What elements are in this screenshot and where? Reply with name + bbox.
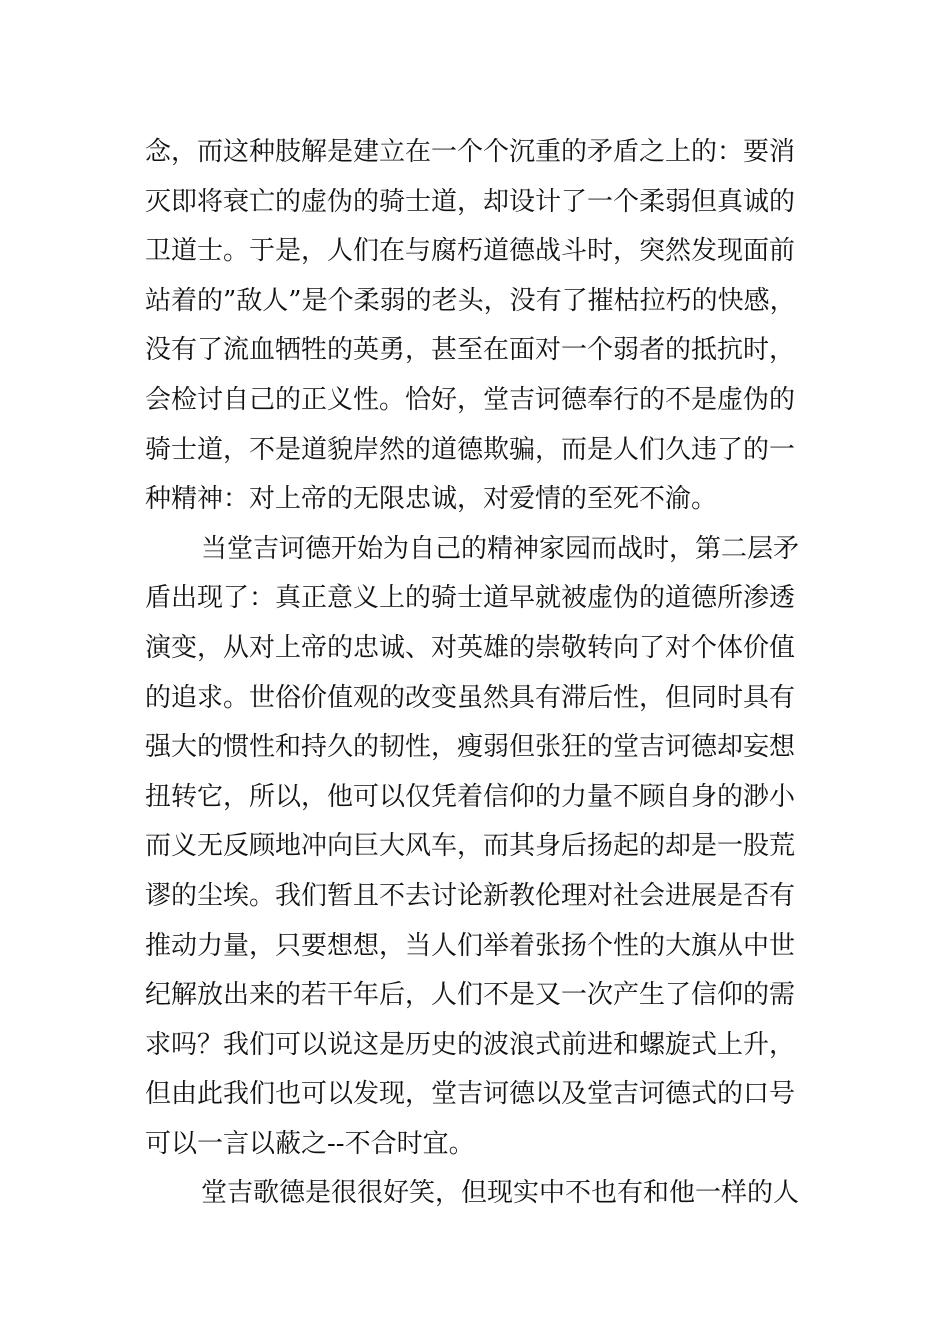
paragraph-1-line-3: 卫道士。于是，人们在与腐朽道德战斗时，突然发现面前 <box>145 236 796 267</box>
paragraph-3-line-1: 堂吉歌德是很很好笑，但现实中不也有和他一样的人 <box>201 1178 800 1209</box>
paragraph-2-line-13: 可以一言以蔽之--不合时宜。 <box>145 1128 475 1159</box>
paragraph-2-line-11: 求吗？我们可以说这是历史的波浪式前进和螺旋式上升， <box>145 1029 796 1060</box>
paragraph-1-line-7: 骑士道，不是道貌岸然的道德欺骗，而是人们久违了的一 <box>145 434 796 465</box>
paragraph-2-line-4: 的追求。世俗价值观的改变虽然具有滞后性，但同时具有 <box>145 682 796 713</box>
paragraph-2-line-8: 谬的尘埃。我们暂且不去讨论新教伦理对社会进展是否有 <box>145 880 796 911</box>
paragraph-2-line-3: 演变，从对上帝的忠诚、对英雄的崇敬转向了对个体价值 <box>145 632 796 663</box>
paragraph-2-line-5: 强大的惯性和持久的韧性，瘦弱但张狂的堂吉诃德却妄想 <box>145 732 796 763</box>
paragraph-1-line-6: 会检讨自己的正义性。恰好，堂吉诃德奉行的不是虚伪的 <box>145 384 796 415</box>
body-text <box>145 128 815 1219</box>
paragraph-1-line-5: 没有了流血牺牲的英勇，甚至在面对一个弱者的抵抗时， <box>145 335 796 366</box>
paragraph-1-line-1: 念，而这种肢解是建立在一个个沉重的矛盾之上的：要消 <box>145 137 796 167</box>
paragraph-2-line-6: 扭转它，所以，他可以仅凭着信仰的力量不顾自身的渺小 <box>145 781 796 812</box>
paragraph-2-line-7: 而义无反顾地冲向巨大风车，而其身后扬起的却是一股荒 <box>145 831 796 862</box>
paragraph-2-line-10: 纪解放出来的若干年后，人们不是又一次产生了信仰的需 <box>145 980 796 1011</box>
paragraph-2-line-12: 但由此我们也可以发现，堂吉诃德以及堂吉诃德式的口号 <box>145 1079 796 1110</box>
paragraph-1-line-8: 种精神：对上帝的无限忠诚，对爱情的至死不渝。 <box>145 484 718 515</box>
paragraph-2-line-2: 盾出现了：真正意义上的骑士道早就被虚伪的道德所渗透 <box>145 583 796 614</box>
paragraph-1-line-2: 灭即将衰亡的虚伪的骑士道，却设计了一个柔弱但真诚的 <box>145 186 796 217</box>
paragraph-2-line-9: 推动力量，只要想想，当人们举着张扬个性的大旗从中世 <box>145 930 796 961</box>
paragraph-1-line-4: 站着的”敌人”是个柔弱的老头，没有了摧枯拉朽的快感， <box>145 285 796 316</box>
paragraph-2-line-1: 当堂吉诃德开始为自己的精神家园而战时，第二层矛 <box>201 533 800 564</box>
